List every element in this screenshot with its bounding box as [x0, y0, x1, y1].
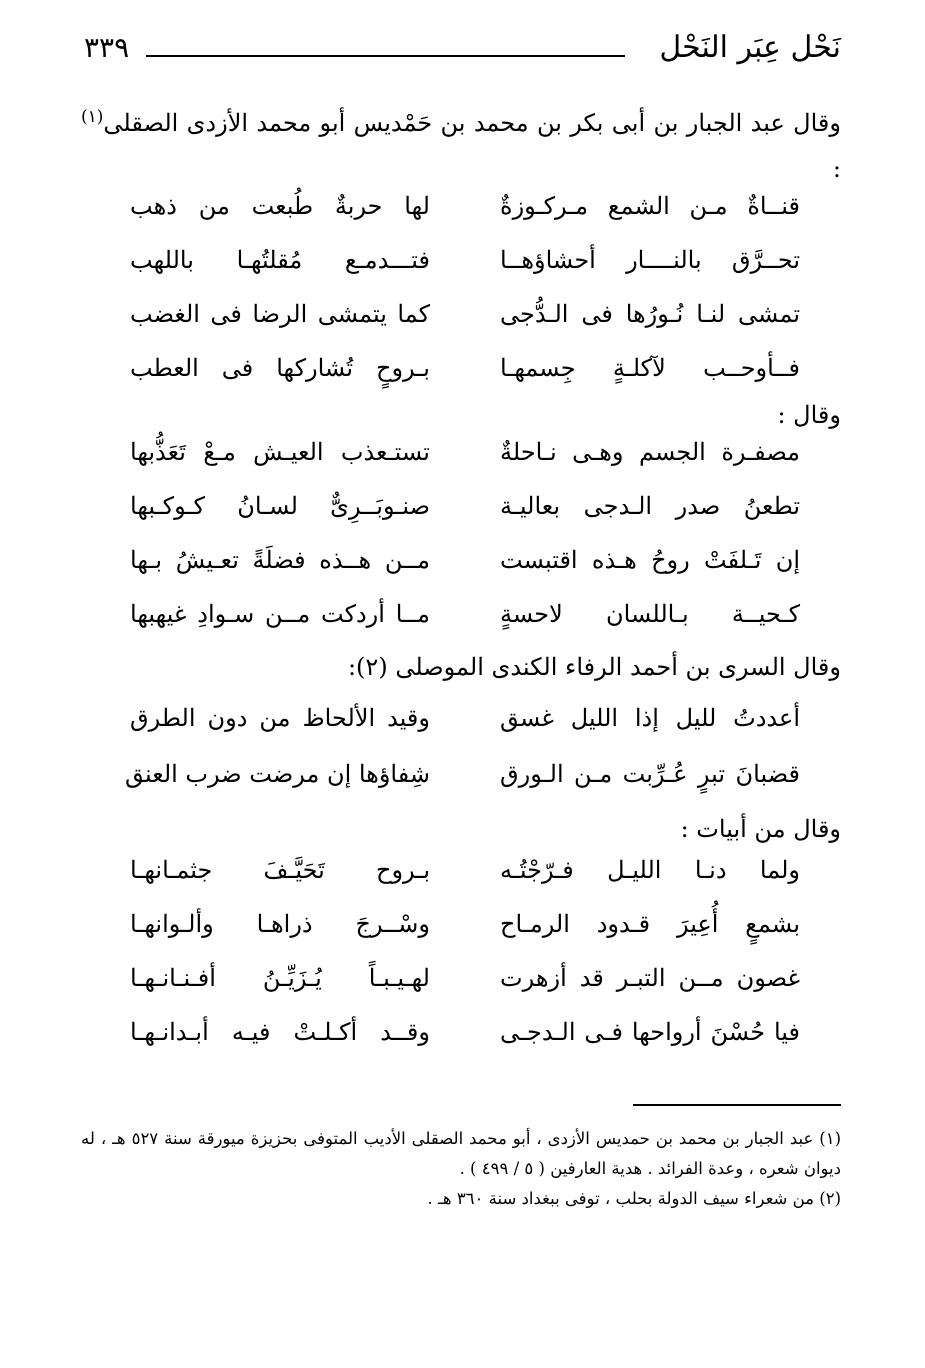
second-hemistich: شِفاؤها إن مرضت ضرب العنق: [124, 760, 430, 788]
intro-text: وقال السرى بن أحمد الرفاء الكندى الموصلى: [395, 653, 841, 681]
running-title: نَحْل عِبَر النَحْل: [659, 30, 841, 65]
poem-verses: [130, 186, 800, 402]
first-hemistich: قضبانَ تبرٍ عُـرِّبت مـن الـورق: [500, 760, 800, 788]
intro-suffix: :: [832, 155, 841, 183]
intro-paragraph: [81, 806, 841, 846]
first-hemistich: قنــاةٌ مـن الشمع مـركـوزةٌ: [500, 192, 800, 220]
verse-line: [130, 240, 800, 294]
second-hemistich: بـروحٍ تُشاركها فى العطب: [130, 354, 430, 382]
second-hemistich: كما يتمشى الرضا فى الغضب: [130, 300, 430, 328]
verse-line: [130, 904, 800, 958]
first-hemistich: كـحيــة بـاللسان لاحسةٍ: [500, 600, 800, 628]
first-hemistich: غصون مــن التبـر قد أزهرت: [500, 964, 800, 992]
second-hemistich: لها حربةٌ طُبعت من ذهب: [130, 192, 430, 220]
intro-text: وقال عبد الجبار بن أبى بكر بن محمد بن حَمْديس أبو محمد الأزدى الصقلى: [103, 109, 841, 137]
first-hemistich: فــأوحــب لآكلـةٍ جِسمهـا: [500, 354, 800, 382]
verse-line: [130, 540, 800, 594]
page-number: ٣٣٩: [84, 31, 130, 64]
footnotes: [81, 1124, 841, 1214]
first-hemistich: تطعنُ صدر الـدجى بعاليـة: [500, 492, 800, 520]
first-hemistich: إن تَـلفَتْ روحُ هـذه اقتبست: [500, 546, 800, 574]
first-hemistich: فيا حُسْنَ أرواحها فـى الـدجـى: [500, 1018, 800, 1046]
poem-verses: [130, 432, 800, 648]
verse-line: [130, 186, 800, 240]
verse-line: [130, 594, 800, 648]
verse-line: [130, 1012, 800, 1066]
first-hemistich: مصفـرة الجسم وهـى نـاحلةٌ: [500, 438, 800, 466]
second-hemistich: مــا أردكت مــن سـوادِ غيهبها: [130, 600, 430, 628]
footnote-1: (١) عبد الجبار بن محمد بن حمديس الأزدى ، أبو محمد الصقلى الأديب المتوفى بحزيزة ميورقة سنة ٥٢٧ هـ ، له ديوان شعره ، وعدة الفرائد . هدية العارفين ( ٥ / ٤٩٩ ) .: [81, 1129, 842, 1178]
second-hemistich: تستـعذب العيـش مـعْ تَعَذُّبها: [130, 438, 430, 466]
second-hemistich: فتـــدمـع مُقلتُهـا باللهب: [130, 246, 430, 274]
intro-paragraph: [81, 644, 841, 684]
intro-suffix: :: [347, 653, 357, 681]
second-hemistich: وقــد أكـلـتْ فيـه أبـدانـهـا: [130, 1018, 430, 1046]
second-hemistich: وقيد الألحاظ من دون الطرق: [130, 704, 430, 732]
first-hemistich: تمشى لنـا نُـورُها فى الـدُّجى: [500, 300, 800, 328]
poem-verses: [124, 698, 800, 810]
verse-line: [130, 850, 800, 904]
first-hemistich: تحــرَّق بالنــــار أحشاؤهــا: [500, 246, 800, 274]
verse-line: [130, 294, 800, 348]
header-rule: [146, 55, 625, 57]
intro-paragraph: [81, 100, 841, 196]
second-hemistich: بـروح تَحَيَّـفَ جثمـانهـا: [130, 856, 430, 884]
page-header: [84, 28, 841, 72]
verse-line: [130, 698, 800, 754]
intro-text: وقال من أبيات :: [680, 815, 841, 843]
footnote-2: (٢) من شعراء سيف الدولة بحلب ، توفى ببغداد سنة ٣٦٠ هـ .: [427, 1189, 841, 1208]
second-hemistich: صنـوبَــرِىٌّ لسـانُ كـوكـبها: [130, 492, 430, 520]
second-hemistich: لهـيـبـاً يُـزَيِّـنُ أفـنـانـهـا: [130, 964, 430, 992]
intro-text: وقال :: [777, 401, 841, 429]
second-hemistich: وسْــرجَ ذراهـا وألـوانهـا: [130, 910, 430, 938]
intro-paragraph: [81, 392, 841, 432]
verse-line: [130, 432, 800, 486]
verse-line: [130, 958, 800, 1012]
verse-line: [130, 486, 800, 540]
second-hemistich: مــن هــذه فضلَةً تعـيشُ بـها: [130, 546, 430, 574]
verse-line: [124, 754, 800, 810]
footnote-separator: [633, 1104, 841, 1106]
first-hemistich: بشمعٍ أُعِيرَ قـدود الرمـاح: [500, 910, 800, 938]
first-hemistich: أعددتُ لليل إذا الليل غسق: [500, 704, 800, 732]
poem-verses: [130, 850, 800, 1066]
footnote-marker: (٢): [356, 653, 388, 681]
first-hemistich: ولما دنـا الليـل فـرّجْتُـه: [500, 856, 800, 884]
footnote-marker: (١): [81, 107, 104, 127]
